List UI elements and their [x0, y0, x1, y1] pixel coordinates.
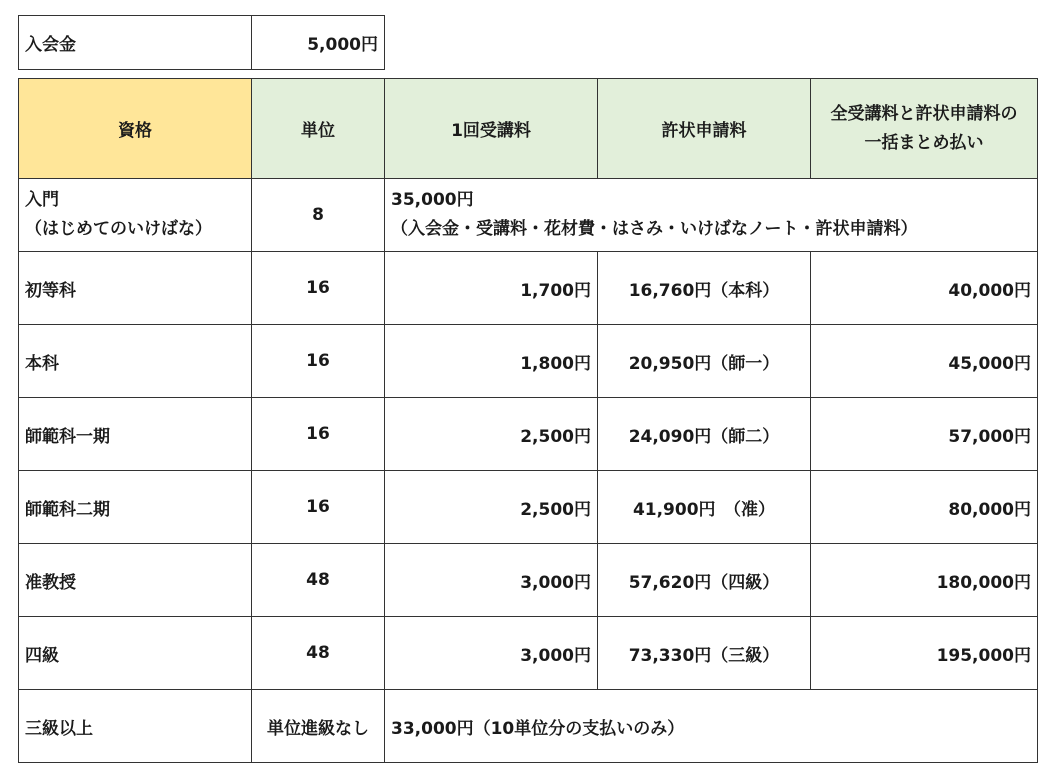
lump-sum-value: 57,000円	[811, 398, 1038, 471]
certificate-fee-value: 41,900円 （准）	[598, 471, 811, 544]
advanced-note: 33,000円（10単位分の支払いのみ）	[385, 690, 1038, 763]
units-value: 48	[252, 544, 385, 617]
lump-sum-value: 40,000円	[811, 252, 1038, 325]
advanced-units: 単位進級なし	[252, 690, 385, 763]
intro-price: 35,000円	[391, 190, 474, 211]
table-row	[19, 471, 1038, 544]
price-table	[18, 78, 1038, 763]
lesson-fee-value: 2,500円	[385, 398, 598, 471]
units-value: 16	[252, 325, 385, 398]
header-certificate-fee: 許状申請料	[598, 79, 811, 179]
table-row-intro	[19, 179, 1038, 252]
qualification-name: 四級	[19, 617, 252, 690]
table-row-advanced	[19, 690, 1038, 763]
lump-sum-value: 195,000円	[811, 617, 1038, 690]
units-value: 16	[252, 471, 385, 544]
header-lump-sum-line2: 一括まとめ払い	[864, 132, 984, 153]
lump-sum-value: 45,000円	[811, 325, 1038, 398]
qualification-name: 師範科二期	[19, 471, 252, 544]
table-row	[19, 398, 1038, 471]
intro-note: （入会金・受講料・花材費・はさみ・いけばなノート・許状申請料）	[391, 219, 918, 239]
entrance-fee-label: 入会金	[19, 16, 252, 70]
header-lump-sum-line1: 全受講料と許状申請料の	[830, 103, 1018, 124]
lesson-fee-value: 2,500円	[385, 471, 598, 544]
advanced-name: 三級以上	[19, 690, 252, 763]
intro-name-line1: 入門	[25, 190, 59, 211]
qualification-name: 師範科一期	[19, 398, 252, 471]
lump-sum-value: 80,000円	[811, 471, 1038, 544]
certificate-fee-value: 16,760円（本科）	[598, 252, 811, 325]
lesson-fee-value: 1,700円	[385, 252, 598, 325]
lesson-fee-value: 1,800円	[385, 325, 598, 398]
entrance-fee-table	[18, 15, 385, 70]
certificate-fee-value: 73,330円（三級）	[598, 617, 811, 690]
intro-name-line2: （はじめてのいけばな）	[25, 219, 212, 239]
qualification-name: 准教授	[19, 544, 252, 617]
lump-sum-value: 180,000円	[811, 544, 1038, 617]
header-per-lesson-fee: 1回受講料	[385, 79, 598, 179]
qualification-name: 初等科	[19, 252, 252, 325]
entrance-fee-value: 5,000円	[252, 16, 385, 70]
table-row	[19, 252, 1038, 325]
units-value: 48	[252, 617, 385, 690]
units-value: 16	[252, 252, 385, 325]
certificate-fee-value: 57,620円（四級）	[598, 544, 811, 617]
qualification-name: 本科	[19, 325, 252, 398]
intro-price-cell	[385, 179, 1038, 252]
header-qualification: 資格	[19, 79, 252, 179]
units-value: 16	[252, 398, 385, 471]
intro-units: 8	[252, 179, 385, 252]
header-units: 単位	[252, 79, 385, 179]
certificate-fee-value: 24,090円（師二）	[598, 398, 811, 471]
lesson-fee-value: 3,000円	[385, 617, 598, 690]
table-row	[19, 617, 1038, 690]
table-row	[19, 544, 1038, 617]
lesson-fee-value: 3,000円	[385, 544, 598, 617]
table-row	[19, 325, 1038, 398]
header-lump-sum	[811, 79, 1038, 179]
intro-name	[19, 179, 252, 252]
header-row	[19, 79, 1038, 179]
entrance-fee-row	[19, 16, 385, 70]
certificate-fee-value: 20,950円（師一）	[598, 325, 811, 398]
